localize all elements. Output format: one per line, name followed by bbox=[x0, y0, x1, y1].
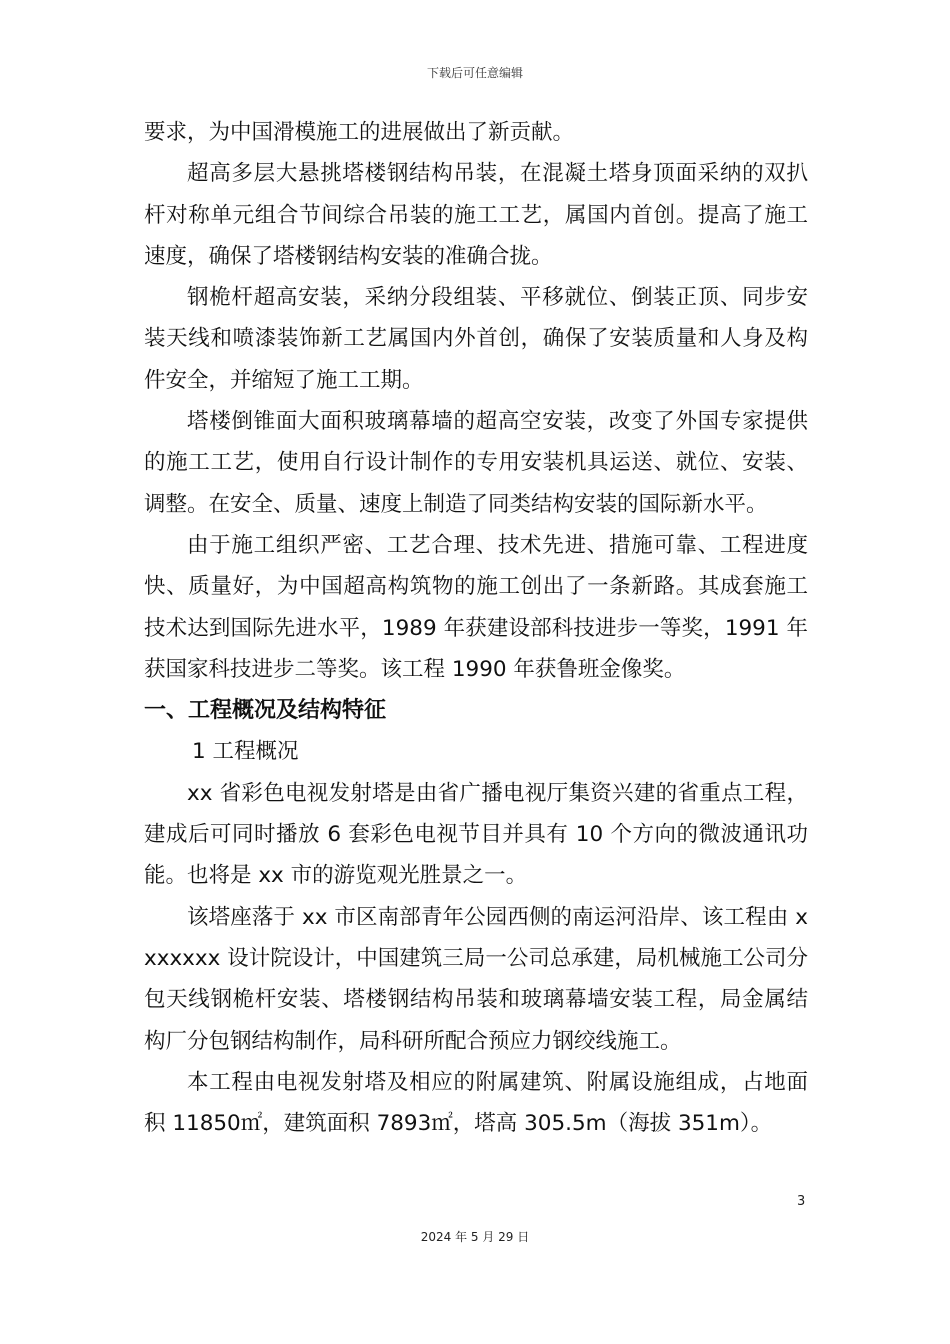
subsection-heading: 1 工程概况 bbox=[192, 739, 299, 765]
paragraph-1: 要求，为中国滑模施工的进展做出了新贡献。 bbox=[144, 120, 575, 145]
section-heading: 一、工程概况及结构特征 bbox=[144, 698, 387, 724]
page-number: 3 bbox=[797, 1194, 806, 1209]
paragraph-7: 该塔座落于 xx 市区南部青年公园西侧的南运河沿岸、该工程由 xxxxxxx 设计院设计，中国建筑三局一公司总承建，局机械施工公司分包天线钢桅杆安装、塔楼钢结构吊装和玻璃幕墙安装工程，局金属结构厂分包钢结构制作，局科研所配合预应力钢绞线施工。 bbox=[144, 904, 808, 1054]
page-header: 下载后可任意编辑 bbox=[426, 66, 523, 80]
paragraph-4: 塔楼倒锥面大面积玻璃幕墙的超高空安装，改变了外国专家提供的施工工艺，使用自行设计制作的专用安装机具运送、就位、安装、调整。在安全、质量、速度上制造了同类结构安装的国际新水平。 bbox=[144, 409, 808, 517]
paragraph-6: xx 省彩色电视发射塔是由省广播电视厅集资兴建的省重点工程，建成后可同时播放 6 套彩色电视节目并具有 10 个方向的微波通讯功能。也将是 xx 市的游览观光胜景之一。 bbox=[144, 780, 808, 889]
paragraph-5: 由于施工组织严密、工艺合理、技术先进、措施可靠、工程进度快、质量好，为中国超高构筑物的施工创出了一条新路。其成套施工技术达到国际先进水平，1989 年获建设部科技进步一等奖，1991 年获国家科技进步二等奖。该工程 1990 年获鲁班金像奖。 bbox=[144, 532, 808, 682]
paragraph-8: 本工程由电视发射塔及相应的附属建筑、附属设施组成，占地面积 11850㎡，建筑面积 7893㎡，塔高 305.5m（海拔 351m）。 bbox=[144, 1069, 808, 1137]
page-footer-date: 2024 年 5 月 29 日 bbox=[420, 1230, 530, 1244]
document-body bbox=[144, 112, 808, 1144]
paragraph-2: 超高多层大悬挑塔楼钢结构吊装，在混凝土塔身顶面采纳的双扒杆对称单元组合节间综合吊装的施工工艺，属国内首创。提高了施工速度，确保了塔楼钢结构安装的准确合拢。 bbox=[144, 161, 808, 269]
paragraph-3: 钢桅杆超高安装，采纳分段组装、平移就位、倒装正顶、同步安装天线和喷漆装饰新工艺属国内外首创，确保了安装质量和人身及构件安全，并缩短了施工工期。 bbox=[144, 285, 808, 393]
